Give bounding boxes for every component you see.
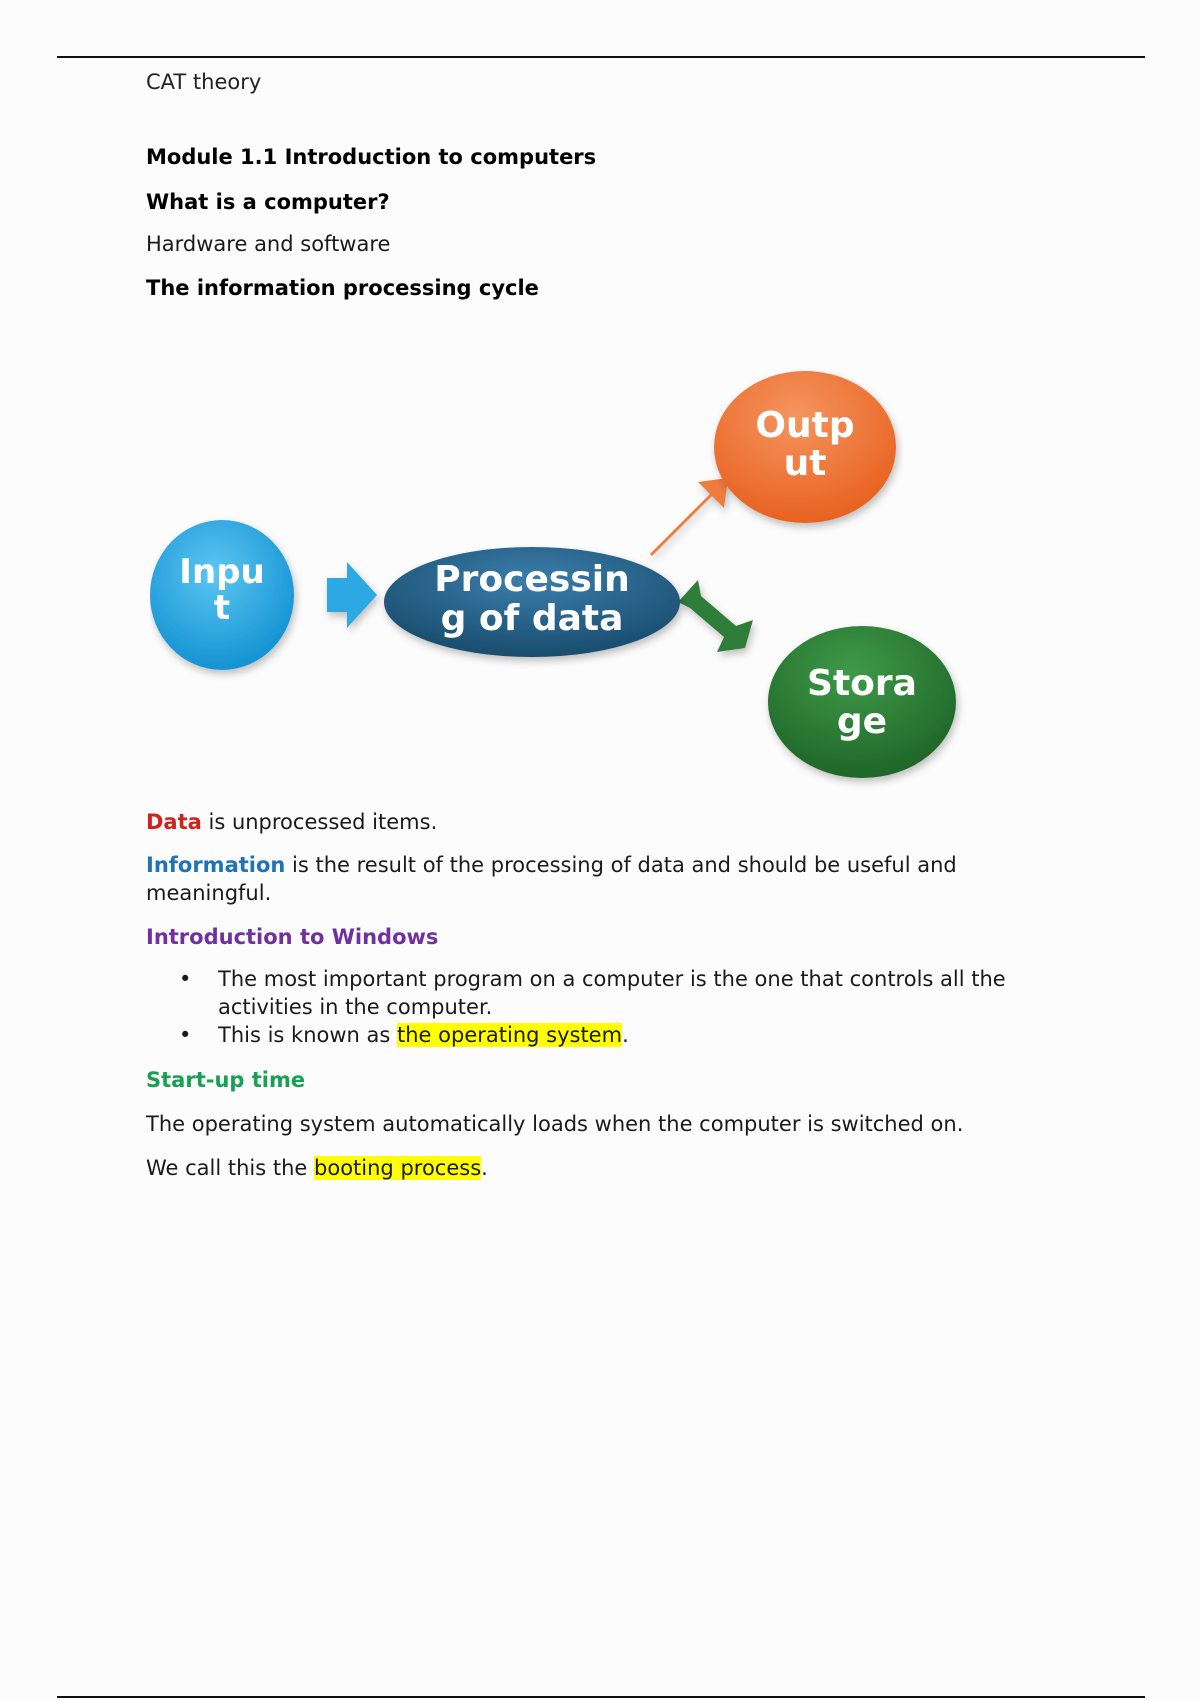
startup-paragraph-2-pre: We call this the [146, 1156, 315, 1180]
list-item [146, 965, 1086, 1021]
windows-bullet-list [146, 965, 1086, 1049]
output-node [714, 371, 896, 523]
information-term: Information [146, 853, 286, 877]
input-node [150, 520, 294, 670]
data-term: Data [146, 810, 202, 834]
processing-storage-double-arrow-icon [678, 580, 753, 652]
processing-to-output-arrow-icon [650, 478, 728, 556]
top-rule [57, 56, 1145, 58]
startup-paragraph-1: The operating system automatically loads when the computer is switched on. [146, 1112, 964, 1136]
startup-paragraph-2-post: . [481, 1156, 488, 1180]
input-label-line2: t [213, 588, 231, 628]
information-definition [146, 851, 1046, 907]
data-definition-text: is unprocessed items. [201, 810, 438, 834]
storage-label-line1: Stora [807, 663, 917, 704]
information-definition-text: is the result of the processing of data and should be useful and meaningful. [146, 853, 957, 905]
processing-cycle-heading: The information processing cycle [146, 276, 539, 300]
startup-heading: Start-up time [146, 1068, 306, 1092]
module-heading: Module 1.1 Introduction to computers [146, 145, 597, 169]
booting-process-highlight: booting process [314, 1156, 482, 1180]
information-processing-cycle-diagram [150, 350, 970, 790]
processing-label-line1: Processin [434, 559, 630, 600]
output-label-line2: ut [783, 443, 827, 484]
processing-label-line2: g of data [440, 598, 624, 639]
bottom-rule [57, 1696, 1145, 1698]
bullet-icon: • [179, 967, 192, 991]
hardware-software-text: Hardware and software [146, 232, 391, 256]
bullet-text: The most important program on a computer is the one that controls all the activities in the computer. [218, 967, 1006, 1019]
document-header: CAT theory [146, 70, 262, 94]
storage-node [768, 626, 956, 778]
storage-label-line2: ge [836, 701, 888, 742]
processing-node [384, 547, 680, 657]
windows-heading: Introduction to Windows [146, 925, 439, 949]
bullet-text-post: . [622, 1023, 629, 1047]
input-to-processing-arrow-icon [327, 562, 377, 628]
data-definition [146, 808, 1046, 836]
startup-paragraph-2 [146, 1156, 488, 1180]
list-item [146, 1021, 1086, 1049]
bullet-text-pre: This is known as [218, 1023, 398, 1047]
input-label-line1: Inpu [179, 552, 265, 592]
operating-system-highlight: the operating system [397, 1023, 623, 1047]
output-label-line1: Outp [755, 405, 855, 446]
bullet-icon: • [179, 1023, 192, 1047]
what-is-heading: What is a computer? [146, 190, 390, 214]
